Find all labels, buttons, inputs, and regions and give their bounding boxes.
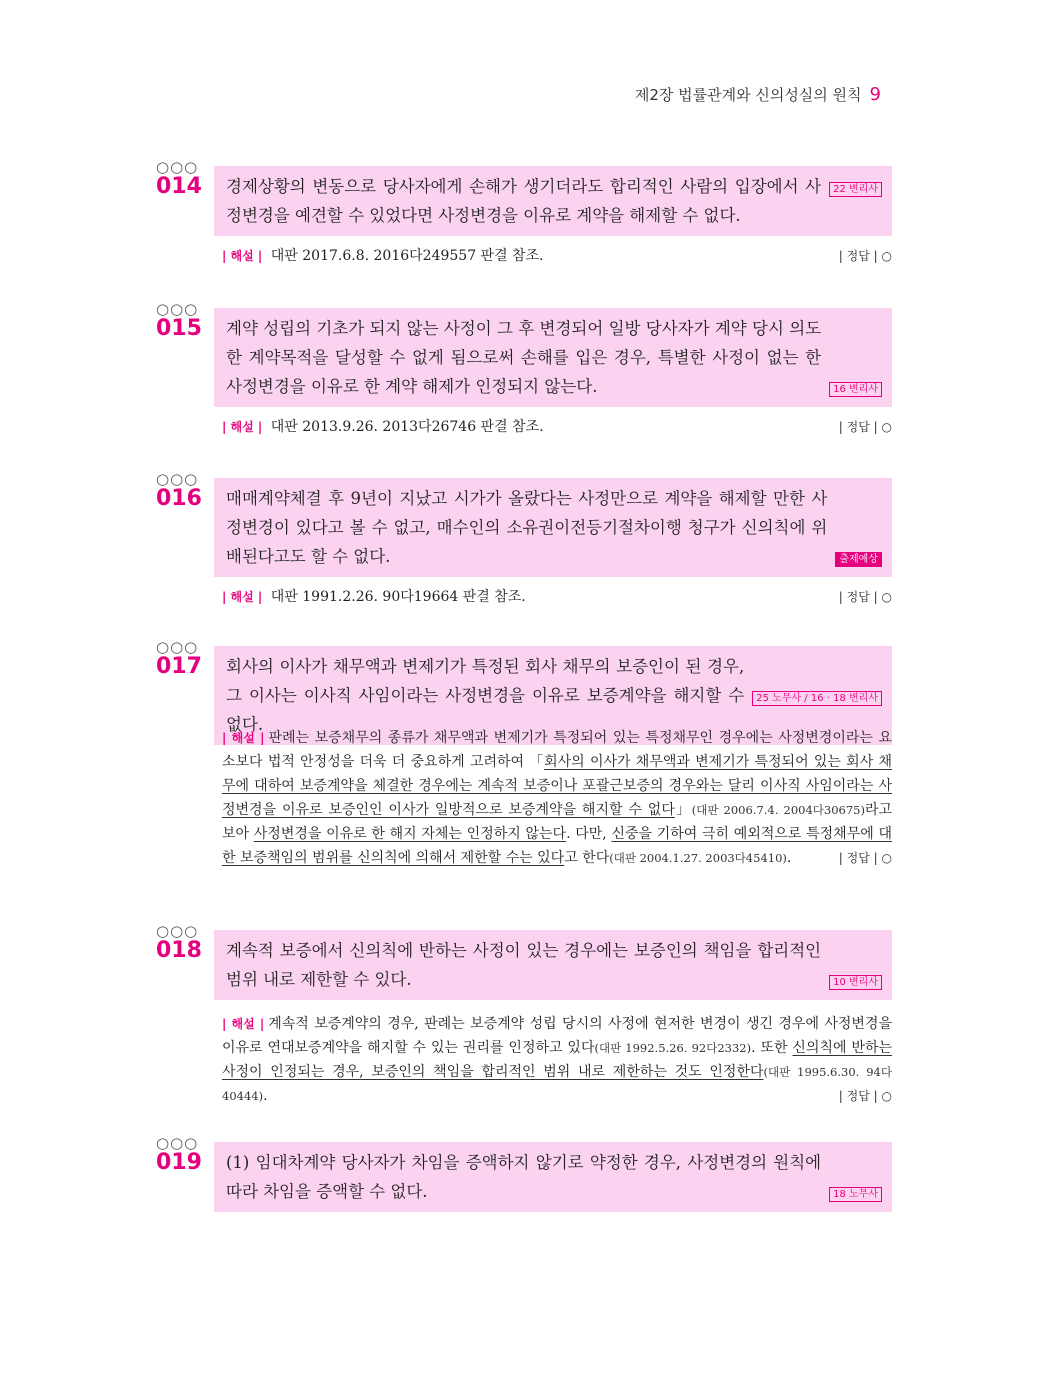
- answer-value: ○: [881, 590, 892, 604]
- question-018: [156, 924, 892, 1114]
- question-number: 017: [156, 654, 202, 679]
- explanation-text: 고 한다: [564, 850, 610, 866]
- checkbox-circles[interactable]: ○○○: [156, 1134, 199, 1152]
- question-text: 계약 성립의 기초가 되지 않는 사정이 그 후 변경되어 일방 당사자가 계약 당시 의도한 계약목적을 달성할 수 없게 됨으로써 손해를 입은 경우, 특별한 사정이 없는 한 사정변경을 이유로 한 계약 해제가 인정되지 않는다.: [226, 319, 822, 396]
- checkbox-circles[interactable]: ○○○: [156, 638, 199, 656]
- question-number: 015: [156, 316, 202, 341]
- question-019: [156, 1136, 892, 1216]
- explanation-underlined: 신중을 기하여 극히 예외적으로 특정채무에 대한 보증책임의 범위를 신의칙에 의해서 제한할 수는 있다: [222, 826, 892, 866]
- explanation-label: | 해설 |: [222, 1017, 265, 1031]
- answer-label: | 정답 |: [838, 420, 878, 434]
- answer: [839, 1084, 892, 1108]
- explanation: [222, 585, 892, 609]
- question-014: [156, 158, 892, 264]
- question-text: (1) 임대차계약 당사자가 차임을 증액하지 않기로 약정한 경우, 사정변경의 원칙에 따라 차임을 증액할 수 없다.: [226, 1153, 822, 1201]
- explanation-label: | 해설 |: [222, 731, 265, 745]
- question-number: 018: [156, 938, 202, 963]
- explanation-text: . 다만,: [566, 826, 612, 842]
- checkbox-circles[interactable]: ○○○: [156, 470, 199, 488]
- answer: [839, 415, 892, 439]
- question-015: [156, 302, 892, 442]
- question-text: 회사의 이사가 채무액과 변제기가 특정된 회사 채무의 보증인이 된 경우, 그 이사는 이사직 사임이라는 사정변경을 이유로 보증계약을 해지할 수 없다.: [226, 657, 745, 734]
- answer-label: | 정답 |: [838, 851, 878, 865]
- checkbox-circles[interactable]: ○○○: [156, 300, 199, 318]
- checkbox-circles[interactable]: ○○○: [156, 158, 199, 176]
- explanation: [222, 244, 892, 268]
- exam-tag: 22 변리사: [829, 182, 882, 197]
- exam-tag: 25 노무사 / 16 · 18 변리사: [752, 691, 882, 706]
- explanation: [222, 726, 892, 870]
- case-citation: (대판 2004.1.27. 2003다45410): [609, 851, 787, 865]
- case-citation: (대판 1992.5.26. 92다2332): [594, 1041, 752, 1055]
- explanation-label: | 해설 |: [222, 249, 263, 263]
- explanation-text: 대판 2017.6.8. 2016다249557 판결 참조.: [270, 248, 544, 264]
- quote-close: 」: [674, 802, 692, 818]
- answer-value: ○: [881, 851, 892, 865]
- case-citation: (대판 2006.7.4. 2004다30675): [691, 803, 865, 817]
- question-number: 019: [156, 1150, 202, 1175]
- question-016: [156, 472, 892, 612]
- page-number: 9: [869, 84, 881, 105]
- answer: [839, 846, 892, 870]
- exam-tag: 출제예상: [835, 552, 882, 567]
- checkbox-circles[interactable]: ○○○: [156, 922, 199, 940]
- explanation-text: 대판 1991.2.26. 90다19664 판결 참조.: [270, 589, 526, 605]
- page-header: [635, 84, 881, 105]
- question-text: 매매계약체결 후 9년이 지났고 시가가 올랐다는 사정만으로 계약을 해제할 만한 사정변경이 있다고 볼 수 없고, 매수인의 소유권이전등기절차이행 청구가 신의칙에 위배된다고도 할 수 없다.: [226, 489, 828, 566]
- answer-value: ○: [881, 1089, 892, 1103]
- question-text: 경제상황의 변동으로 당사자에게 손해가 생기더라도 합리적인 사람의 입장에서 사정변경을 예견할 수 있었다면 사정변경을 이유로 계약을 해제할 수 없다.: [226, 177, 822, 225]
- question-box: [214, 166, 892, 236]
- explanation-text: 대판 2013.9.26. 2013다26746 판결 참조.: [270, 419, 544, 435]
- question-box: [214, 1142, 892, 1212]
- exam-tag: 16 변리사: [829, 382, 882, 397]
- explanation-underlined: 신의칙에 반하는 사정이 인정되는 경우, 보증인의 책임을 합리적인 범위 내로 제한하는 것도 인정한다: [222, 1040, 892, 1080]
- question-box: [214, 308, 892, 407]
- explanation-text: .: [786, 850, 792, 866]
- explanation-label: | 해설 |: [222, 420, 263, 434]
- chapter-title: 제2장 법률관계와 신의성실의 원칙: [634, 86, 862, 104]
- question-text: 계속적 보증에서 신의칙에 반하는 사정이 있는 경우에는 보증인의 책임을 합리적인 범위 내로 제한할 수 있다.: [226, 941, 822, 989]
- exam-tag: 18 노무사: [829, 1187, 882, 1202]
- explanation-text: . 또한: [751, 1040, 793, 1056]
- question-number: 016: [156, 486, 202, 511]
- answer: [839, 244, 892, 268]
- question-box: [214, 478, 892, 577]
- explanation-quote: 회사의 이사가 채무액과 변제기가 특정되어 있는 회사 채무에 대하여 보증계약을 체결한 경우에는 계속적 보증이나 포괄근보증의 경우와는 달리 이사직 사임이라는 사정변경을 이유로 보증인인 이사가 일방적으로 보증계약을 해지할 수 없다: [222, 754, 892, 818]
- explanation-text: 판례는 보증채무의 종류가 채무액과 변제기가 특정되어 있는 특정채무인 경우에는 사정변경이라는 요소보다 법적 안정성을 더욱 더 중요하게 고려하여 「: [222, 730, 892, 770]
- answer-label: | 정답 |: [838, 249, 878, 263]
- explanation: [222, 415, 892, 439]
- explanation-label: | 해설 |: [222, 590, 263, 604]
- question-017: [156, 640, 892, 900]
- answer-label: | 정답 |: [838, 590, 878, 604]
- answer-value: ○: [881, 249, 892, 263]
- explanation-underlined: 사정변경을 이유로 한 해지 자체는 인정하지 않는다: [253, 826, 567, 842]
- exam-tag: 10 변리사: [829, 975, 882, 990]
- answer-label: | 정답 |: [838, 1089, 878, 1103]
- answer-value: ○: [881, 420, 892, 434]
- question-box: [214, 930, 892, 1000]
- question-number: 014: [156, 174, 202, 199]
- explanation-text: 계속적 보증계약의 경우, 판례는 보증계약 성립 당시의 사정에 현저한 변경이 생긴 경우에 사정변경을 이유로 연대보증계약을 해지할 수 있는 권리를 인정하고 있다: [222, 1016, 892, 1056]
- case-citation: (대판 1995.6.30. 94다40444): [222, 1065, 892, 1103]
- explanation: [222, 1012, 892, 1108]
- explanation-text: 라고 보아: [222, 802, 893, 842]
- answer: [839, 585, 892, 609]
- explanation-text: .: [263, 1088, 268, 1104]
